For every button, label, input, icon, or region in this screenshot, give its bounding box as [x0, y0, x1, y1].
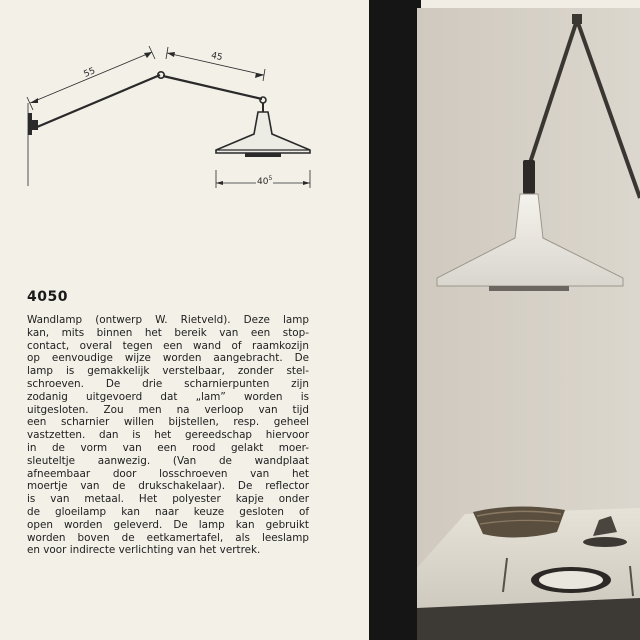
wall-plate — [28, 113, 32, 135]
model-number: 4050 — [27, 289, 68, 305]
shade — [216, 112, 310, 153]
description-line: een scharnier willen bijstellen, resp. geheel — [27, 416, 309, 429]
description-line: vastzetten. dan is het gereedschap hiervoor — [27, 429, 309, 442]
lamp-technical-drawing — [0, 0, 374, 200]
description-line: is van metaal. Het polyester kapje onder — [27, 493, 309, 506]
description-line: moertje van de drukschakelaar). De reflector — [27, 480, 309, 493]
description-line: in de vorm van een rood gelakt moer- — [27, 441, 309, 454]
shade-bulb-cover — [245, 153, 281, 157]
page-gutter — [369, 0, 421, 640]
photo-lamp-cap — [489, 286, 569, 291]
description-line: de gloeilamp kan naar keuze gesloten of — [27, 505, 309, 518]
dim-label-long: 55 — [82, 66, 97, 80]
description-line: schroeven. De drie scharnierpunten zijn — [27, 377, 309, 390]
description-line: kan, mits binnen het bereik van een stop- — [27, 326, 309, 339]
photo-lamp-joint — [523, 160, 535, 194]
arm-short — [163, 76, 262, 99]
dim-label-short: 45 — [210, 50, 224, 64]
description-line: en voor indirecte verlichting van het vertrek. — [27, 544, 261, 557]
arm-long — [37, 75, 160, 127]
wall-mount — [32, 120, 38, 130]
description-line: Wandlamp (ontwerp W. Rietveld). Deze lamp — [27, 314, 309, 326]
hinge-end — [260, 97, 266, 103]
product-photo — [417, 8, 640, 640]
description-line: uitgesloten. Zou men na verloop van tijd — [27, 403, 309, 416]
description-line: open worden geleverd. De lamp kan gebruikt — [27, 518, 309, 531]
description-line: op eenvoudige wijze worden aangebracht. De — [27, 352, 309, 365]
description-line: lamp is gemakkelijk verstelbaar, zonder stel- — [27, 365, 309, 378]
description-line: worden boven de eetkamertafel, als leeslamp — [27, 531, 309, 544]
dim-label-shade — [256, 175, 273, 187]
description-line: sleuteltje aanwezig. (Van de wandplaat — [27, 454, 309, 467]
description-line: zodanig uitgevoerd dat „lam” worden is — [27, 390, 309, 403]
product-description — [27, 314, 309, 557]
description-line: contact, overal tegen een wand of raamkozijn — [27, 339, 309, 352]
dim-label-shade-sup: 5 — [268, 175, 273, 182]
description-line: afneembaar door losschroeven van het — [27, 467, 309, 480]
photo-illustration — [417, 8, 640, 640]
dim-label-shade-base: 40 — [257, 177, 269, 187]
